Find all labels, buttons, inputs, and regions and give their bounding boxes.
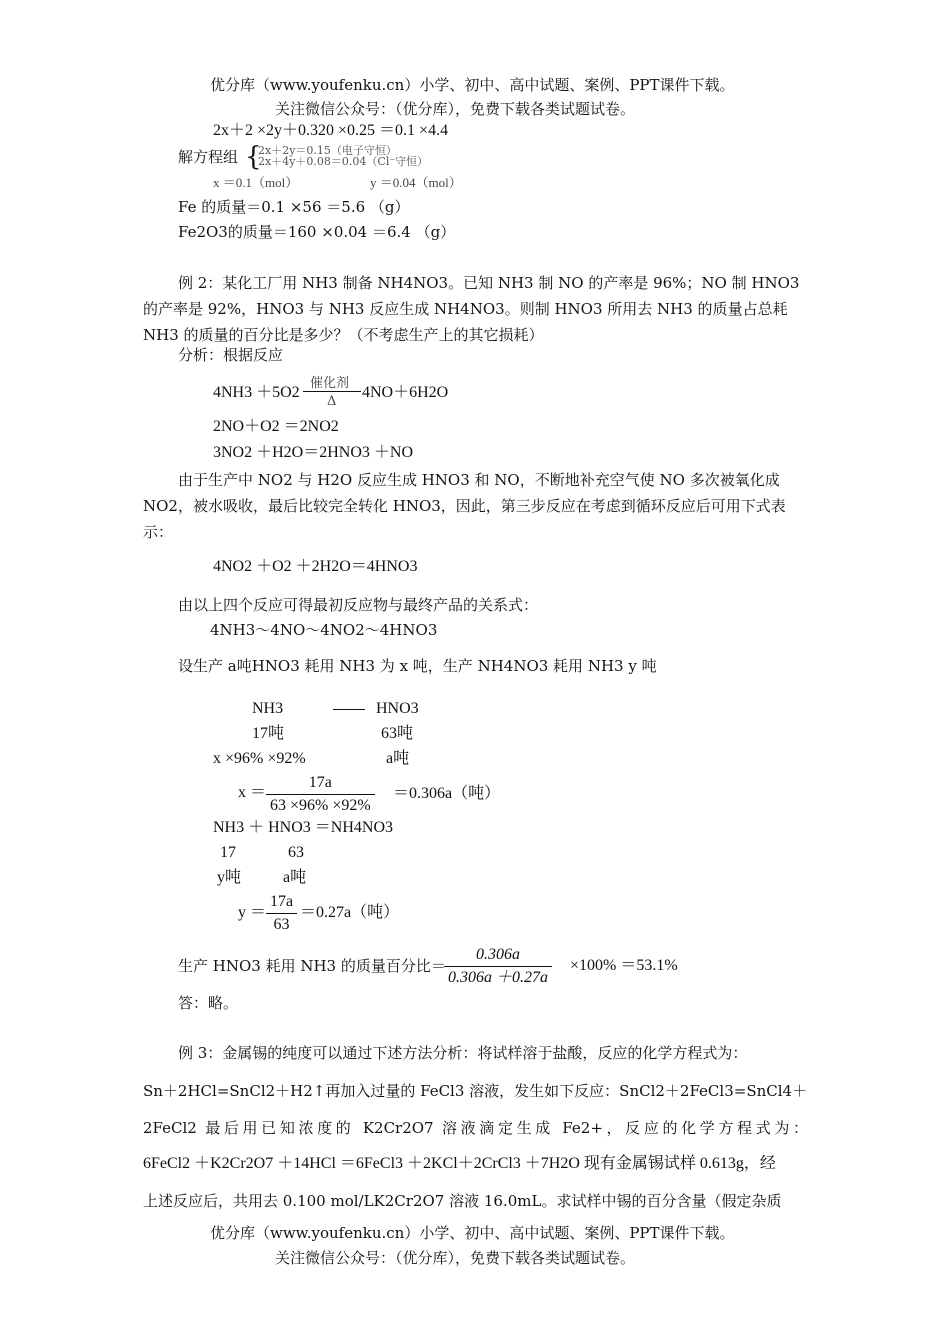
ex2-relation-intro: 由以上四个反应可得最初反应物与最终产品的关系式：	[178, 596, 539, 614]
header-line-1: 优分库（www.youfenku.cn）小学、初中、高中试题、案例、PPT课件下载。	[210, 76, 735, 94]
ex2-reaction-1-right: 4NO＋6H2O	[362, 384, 449, 401]
ex2-intro: 例 2：某化工厂用 NH3 制备 NH4NO3。已知 NH3 制 NO 的产率是 96%；NO 制 HNO3 的产率是 92%，HNO3 与 NH3 反应生成 NH4NO3。则制 HNO3 所用去 NH3 的质量占总耗 NH3 的质量的百分比是多少？（不考虑生产上的其它损耗）	[143, 274, 800, 344]
ex2-y-rhs: ＝0.27a（吨）	[300, 904, 400, 921]
ex2-t2-63: 63	[288, 844, 304, 861]
ex3-line-3	[143, 1117, 808, 1139]
ex2-x-lhs: x ＝	[238, 784, 267, 801]
ex1-system-line-2: 2x＋4y＋0.08＝0.04（Cl⁻守恒）	[258, 155, 429, 168]
ex2-reaction-1-left: 4NH3 ＋5O2	[213, 384, 300, 401]
ex1-fe-mass: Fe 的质量＝0.1 ×56 ＝5.6 （g）	[178, 198, 410, 216]
ex2-x-numerator: 17a	[308, 774, 332, 791]
ex2-y-denominator: 63	[266, 913, 297, 936]
ex2-t1-63t: 63吨	[381, 725, 414, 742]
ex2-reaction-2: 2NO＋O2 ＝2NO2	[213, 418, 339, 435]
ex2-pct-numerator: 0.306a	[476, 946, 520, 963]
ex2-y-fraction	[266, 891, 297, 936]
ex2-t1-hno3: HNO3	[376, 700, 419, 717]
ex1-brace: {	[245, 142, 262, 172]
ex1-y-value: y ＝0.04（mol）	[370, 175, 462, 190]
ex2-x-denominator: 63 ×96% ×92%	[266, 794, 375, 817]
ex2-relation: 4NH3～4NO～4NO2～4HNO3	[210, 621, 438, 639]
ex2-catalyst-label: 催化剂	[310, 376, 350, 391]
ex2-t2-17: 17	[220, 844, 236, 861]
ex1-x-value: x ＝0.1（mol）	[213, 175, 299, 190]
header-line-2: 关注微信公众号：（优分库），免费下载各类试题试卷。	[275, 100, 636, 118]
ex2-pct-lhs: 生产 HNO3 耗用 NH3 的质量百分比＝	[178, 957, 446, 975]
ex2-t2-a: a吨	[283, 869, 307, 886]
ex1-equation: 2x＋2 ×2y＋0.320 ×0.25 ＝0.1 ×4.4	[213, 122, 449, 139]
ex3-line-5: 上述反应后，共用去 0.100 mol/LK2Cr2O7 溶液 16.0mL。求试样中锡的百分含量（假定杂质	[143, 1192, 782, 1210]
ex3-line-2: Sn＋2HCl=SnCl2＋H2↑再加入过量的 FeCl3 溶液，发生如下反应：SnCl2＋2FeCl3=SnCl4＋	[143, 1082, 808, 1100]
ex2-heat-label: Δ	[327, 394, 337, 409]
ex1-fe2o3-mass: Fe2O3的质量＝160 ×0.04 ＝6.4 （g）	[178, 223, 456, 241]
ex2-x-fraction	[266, 772, 375, 817]
ex2-t1-dash	[333, 709, 365, 710]
ex2-answer: 答：略。	[178, 994, 239, 1012]
ex1-solve-label: 解方程组	[178, 148, 239, 166]
ex2-reaction-3: 3NO2 ＋H2O＝2HNO3 ＋NO	[213, 444, 413, 461]
ex2-y-lhs: y ＝	[238, 904, 267, 921]
ex2-t1-a: a吨	[386, 750, 410, 767]
ex2-reaction-arrow	[303, 391, 361, 392]
ex2-t2-y: y吨	[217, 869, 242, 886]
ex2-analysis: 分析：根据反应	[178, 346, 284, 364]
ex2-x-rhs: ＝0.306a（吨）	[393, 785, 501, 802]
ex2-pct-denominator: 0.306a ＋0.27a	[444, 966, 552, 989]
ex2-y-numerator: 17a	[270, 893, 294, 910]
ex2-pct-fraction	[444, 944, 552, 989]
ex2-t1-x: x ×96% ×92%	[213, 750, 306, 767]
ex2-reaction-4: 4NO2 ＋O2 ＋2H2O＝4HNO3	[213, 558, 418, 575]
ex2-assumption: 设生产 a吨HNO3 耗用 NH3 为 x 吨，生产 NH4NO3 耗用 NH3 y 吨	[178, 657, 657, 675]
ex1-system-line-1: 2x＋2y＝0.15（电子守恒）	[258, 144, 397, 157]
ex3-line-4: 6FeCl2 ＋K2Cr2O7 ＋14HCl ＝6FeCl3 ＋2KCl＋2CrCl3 ＋7H2O 现有金属锡试样 0.613g，经	[143, 1155, 776, 1172]
ex2-explanation: 由于生产中 NO2 与 H2O 反应生成 HNO3 和 NO，不断地补充空气使 NO 多次被氧化成 NO2，被水吸收，最后比较完全转化 HNO3，因此，第三步反应在考虑到循环反应后可用下式表示：	[143, 471, 786, 541]
ex2-pct-rhs: ×100% ＝53.1%	[570, 957, 678, 974]
ex3-line-3-text: 2FeCl2 最后用已知浓度的 K2Cr2O7 溶液滴定生成 Fe2+，反应的化学方程式为：	[143, 1119, 808, 1137]
ex2-t1-17t: 17吨	[252, 725, 285, 742]
footer-line-2: 关注微信公众号：（优分库），免费下载各类试题试卷。	[275, 1249, 636, 1267]
footer-line-1: 优分库（www.youfenku.cn）小学、初中、高中试题、案例、PPT课件下载。	[210, 1224, 735, 1242]
ex2-t1-nh3: NH3	[252, 700, 284, 717]
ex2-t2-equation: NH3 ＋ HNO3 ＝NH4NO3	[213, 819, 393, 836]
ex3-line-1: 例 3：金属锡的纯度可以通过下述方法分析：将试样溶于盐酸，反应的化学方程式为：	[178, 1044, 748, 1062]
